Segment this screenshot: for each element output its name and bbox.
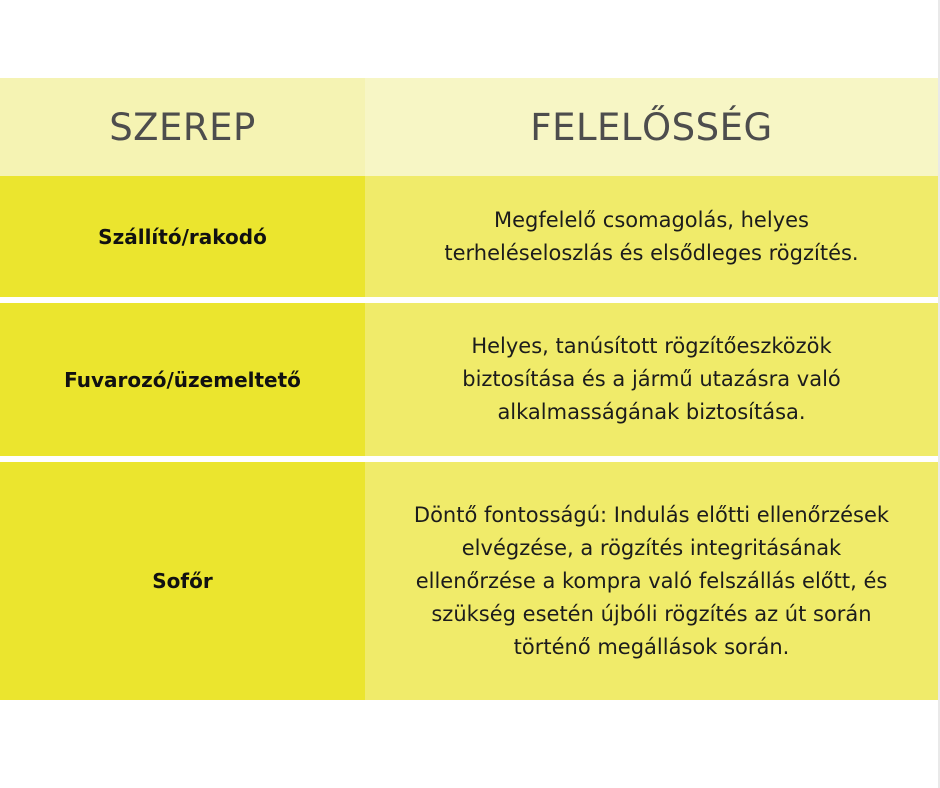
responsibility-cell bbox=[365, 176, 938, 297]
table-row bbox=[0, 176, 938, 297]
role-cell bbox=[0, 176, 365, 297]
table-row bbox=[0, 303, 938, 456]
role-label: Fuvarozó/üzemeltető bbox=[64, 367, 301, 392]
header-role: SZEREP bbox=[0, 78, 365, 176]
table-header-row bbox=[0, 78, 938, 176]
responsibility-text: Helyes, tanúsított rögzítőeszközök biztosítása és a jármű utazásra való alkalmasságának biztosítása. bbox=[462, 334, 841, 424]
responsibility-text: Döntő fontosságú: Indulás előtti ellenőrzések elvégzése, a rögzítés integritásának ellenőrzése a kompra való felszállás előtt, és szükség esetén újbóli rögzítés az út során történő megállások során. bbox=[413, 502, 890, 659]
responsibility-cell bbox=[365, 462, 938, 700]
responsibility-table bbox=[0, 78, 938, 700]
table-row bbox=[0, 462, 938, 700]
role-label: Sofőr bbox=[152, 569, 213, 593]
role-cell bbox=[0, 303, 365, 456]
responsibility-cell bbox=[365, 303, 938, 456]
header-responsibility: FELELŐSSÉG bbox=[365, 78, 938, 176]
responsibility-text: Megfelelő csomagolás, helyes terheléseloszlás és elsődleges rögzítés. bbox=[444, 207, 859, 265]
role-cell bbox=[0, 462, 365, 700]
role-label: Szállító/rakodó bbox=[98, 224, 267, 249]
